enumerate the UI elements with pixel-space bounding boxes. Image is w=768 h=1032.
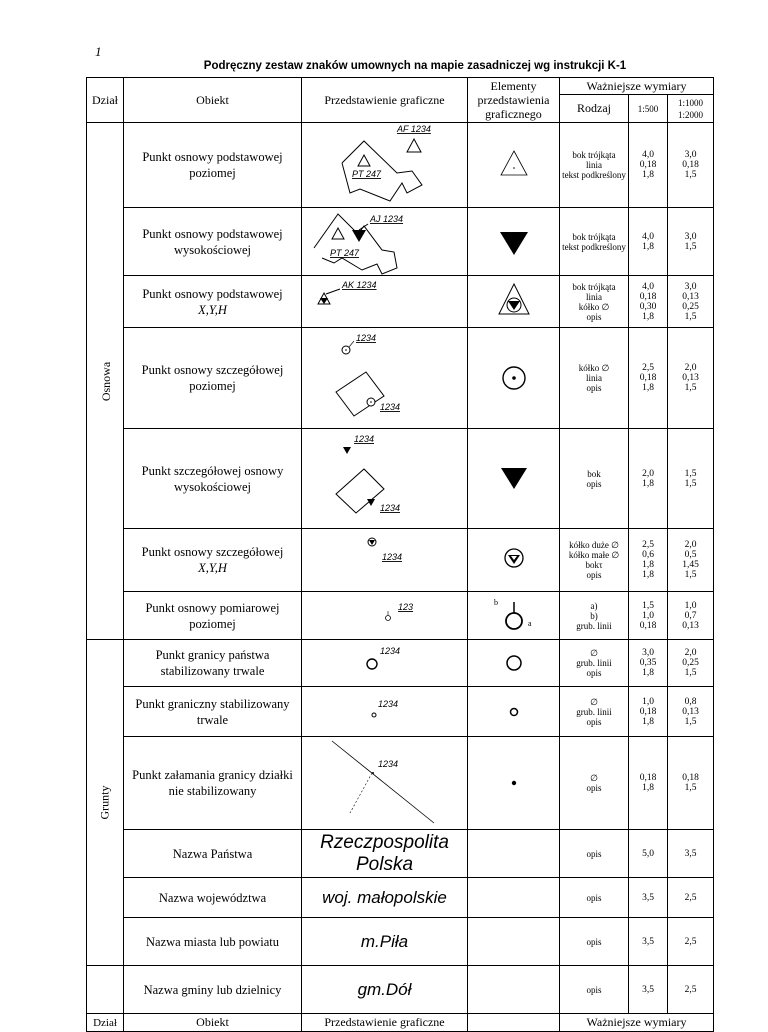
object-name: Punkt osnowy podstawowej poziomej — [124, 123, 302, 208]
small-circle-icon — [494, 692, 534, 732]
graphic-representation — [302, 328, 468, 429]
graphic-text: Rzeczpospolita Polska — [302, 830, 468, 878]
object-name: Nazwa gminy lub dzielnicy — [124, 966, 302, 1014]
svg-text:1234: 1234 — [380, 402, 401, 412]
table-row — [87, 878, 714, 918]
svg-text:a: a — [527, 618, 532, 628]
value-500: 1,0 0,18 1,8 — [629, 687, 668, 737]
svg-text:PT 247: PT 247 — [352, 169, 382, 179]
detailed-height-point-symbol — [302, 429, 468, 528]
value-1000: 3,0 0,18 1,5 — [668, 123, 714, 208]
category-grunty: Grunty — [87, 640, 124, 966]
value-1000: 2,0 0,13 1,5 — [668, 328, 714, 429]
graphic-representation — [302, 592, 468, 640]
footer-row — [87, 1014, 714, 1032]
triangle-circle-icon — [494, 280, 534, 324]
filled-triangle-icon — [494, 459, 534, 499]
footer-wymiary: Ważniejsze wymiary — [560, 1014, 714, 1032]
value-1000: 2,0 0,5 1,45 1,5 — [668, 529, 714, 592]
element-symbol — [468, 208, 560, 276]
object-name: Nazwa Państwa — [124, 830, 302, 878]
circle-triangle-icon — [494, 540, 534, 580]
value-1000: 0,8 0,13 1,5 — [668, 687, 714, 737]
svg-text:1234: 1234 — [380, 503, 401, 513]
kind-cell: opis — [560, 966, 629, 1014]
footer-obiekt: Obiekt — [124, 1014, 302, 1032]
kind-cell: opis — [560, 878, 629, 918]
survey-point-symbol — [302, 592, 468, 639]
graphic-representation — [302, 429, 468, 529]
kind-cell: kółko ∅ linia opis — [560, 328, 629, 429]
graphic-representation — [302, 208, 468, 276]
value-500: 5,0 — [629, 830, 668, 878]
svg-text:b: b — [493, 597, 498, 607]
element-symbol — [468, 640, 560, 687]
graphic-representation — [302, 276, 468, 328]
value-1000: 2,0 0,25 1,5 — [668, 640, 714, 687]
col-scale-1000: 1:1000 1:2000 — [668, 95, 714, 123]
svg-text:123: 123 — [398, 602, 414, 612]
object-name: Nazwa województwa — [124, 878, 302, 918]
svg-text:AF 1234: AF 1234 — [397, 124, 431, 134]
footer-dzial: Dział — [87, 1014, 124, 1032]
kind-cell: opis — [560, 830, 629, 878]
boundary-point-symbol — [302, 687, 468, 736]
table-row — [87, 429, 714, 529]
circle-icon — [494, 643, 534, 683]
object-name: Nazwa miasta lub powiatu — [124, 918, 302, 966]
svg-text:1234: 1234 — [380, 646, 401, 656]
kind-cell: opis — [560, 918, 629, 966]
value-500: 2,5 0,18 1,8 — [629, 328, 668, 429]
kind-cell: ∅ grub. linii opis — [560, 687, 629, 737]
value-500: 2,5 0,6 1,8 1,8 — [629, 529, 668, 592]
svg-text:AK 1234: AK 1234 — [342, 280, 377, 290]
value-500: 3,5 — [629, 966, 668, 1014]
col-elementy: Elementy przedstawienia graficznego — [468, 78, 560, 123]
object-name: Punkt graniczny stabilizowany trwale — [124, 687, 302, 737]
value-1000: 3,0 1,5 — [668, 208, 714, 276]
page-title: Podręczny zestaw znaków umownych na mapie zasadniczej wg instrukcji K-1 — [203, 60, 627, 72]
value-500: 3,5 — [629, 918, 668, 966]
graphic-text: gm.Dół — [302, 966, 468, 1014]
table-row — [87, 529, 714, 592]
object-name: Punkt granicy państwa stabilizowany trwale — [124, 640, 302, 687]
element-symbol — [468, 429, 560, 529]
object-name: Punkt szczegółowej osnowy wysokościowej — [124, 429, 302, 529]
parcel-corner-symbol — [302, 737, 468, 829]
element-symbol — [468, 737, 560, 830]
xyh-point-symbol — [302, 276, 468, 327]
detailed-xyh-symbol — [302, 529, 468, 591]
value-1000: 2,5 — [668, 878, 714, 918]
table-row — [87, 123, 714, 208]
state-border-point-symbol — [302, 640, 468, 686]
value-500: 4,0 0,18 0,30 1,8 — [629, 276, 668, 328]
svg-text:1234: 1234 — [378, 759, 399, 769]
value-500: 0,18 1,8 — [629, 737, 668, 830]
survey-circle-icon — [484, 594, 544, 638]
value-1000: 1,0 0,7 0,13 — [668, 592, 714, 640]
svg-text:1234: 1234 — [354, 434, 375, 444]
object-name: Punkt osnowy pomiarowej poziomej — [124, 592, 302, 640]
value-1000: 3,5 — [668, 830, 714, 878]
building-triangle-symbol — [302, 123, 468, 207]
value-500: 3,5 — [629, 878, 668, 918]
table-row — [87, 830, 714, 878]
symbols-table — [86, 77, 714, 1032]
element-symbol — [468, 687, 560, 737]
object-name: Punkt osnowy podstawowej wysokościowej — [124, 208, 302, 276]
detailed-point-symbol — [302, 328, 468, 428]
svg-text:1234: 1234 — [378, 699, 399, 709]
footer-przedstawienie: Przedstawienie graficzne — [302, 1014, 468, 1032]
col-obiekt: Obiekt — [124, 78, 302, 123]
table-row — [87, 592, 714, 640]
triangle-icon — [494, 145, 534, 185]
element-symbol — [468, 592, 560, 640]
table-row — [87, 966, 714, 1014]
graphic-representation — [302, 529, 468, 592]
element-symbol — [468, 123, 560, 208]
kind-cell: bok trójkąta linia tekst podkreślony — [560, 123, 629, 208]
graphic-representation — [302, 640, 468, 687]
graphic-representation — [302, 687, 468, 737]
element-symbol — [468, 328, 560, 429]
object-name: Punkt osnowy podstawowej X,Y,H — [124, 276, 302, 328]
kind-cell: a) b) grub. linii — [560, 592, 629, 640]
dot-icon — [494, 763, 534, 803]
svg-text:AJ 1234: AJ 1234 — [370, 214, 404, 224]
header-row — [87, 78, 714, 95]
value-1000: 0,18 1,5 — [668, 737, 714, 830]
building-filled-triangle-symbol — [302, 208, 468, 275]
table-row — [87, 918, 714, 966]
kind-cell: bok opis — [560, 429, 629, 529]
svg-text:1234: 1234 — [356, 333, 377, 343]
table-row — [87, 328, 714, 429]
col-wymiary: Ważniejsze wymiary — [560, 78, 714, 95]
table-row — [87, 276, 714, 328]
object-name: Punkt osnowy szczegółowej poziomej — [124, 328, 302, 429]
kind-cell: kółko duże ∅ kółko małe ∅ bokτ opis — [560, 529, 629, 592]
col-scale-500: 1:500 — [629, 95, 668, 123]
element-symbol — [468, 529, 560, 592]
graphic-representation — [302, 737, 468, 830]
element-symbol — [468, 276, 560, 328]
filled-triangle-icon — [494, 222, 534, 262]
circle-dot-icon — [494, 358, 534, 398]
kind-cell: bok trójkąta linia kółko ∅ opis — [560, 276, 629, 328]
table-row — [87, 640, 714, 687]
graphic-text: m.Piła — [302, 918, 468, 966]
value-1000: 2,5 — [668, 966, 714, 1014]
kind-cell: bok trójkąta tekst podkreślony — [560, 208, 629, 276]
col-przedstawienie: Przedstawienie graficzne — [302, 78, 468, 123]
object-name: Punkt załamania granicy działki nie stabilizowany — [124, 737, 302, 830]
kind-cell: ∅ grub. linii opis — [560, 640, 629, 687]
graphic-text: woj. małopolskie — [302, 878, 468, 918]
page-number: 1 — [95, 44, 102, 59]
col-dzial: Dział — [87, 78, 124, 123]
col-rodzaj: Rodzaj — [560, 95, 629, 123]
value-1000: 2,5 — [668, 918, 714, 966]
category-osnowa: Osnowa — [87, 123, 124, 640]
table-row — [87, 737, 714, 830]
table-row — [87, 687, 714, 737]
value-500: 4,0 1,8 — [629, 208, 668, 276]
svg-text:PT 247: PT 247 — [330, 248, 360, 258]
value-500: 3,0 0,35 1,8 — [629, 640, 668, 687]
value-500: 2,0 1,8 — [629, 429, 668, 529]
object-name: Punkt osnowy szczegółowej X,Y,H — [124, 529, 302, 592]
graphic-representation — [302, 123, 468, 208]
svg-text:1234: 1234 — [382, 552, 403, 562]
kind-cell: ∅ opis — [560, 737, 629, 830]
value-500: 1,5 1,0 0,18 — [629, 592, 668, 640]
value-500: 4,0 0,18 1,8 — [629, 123, 668, 208]
value-1000: 1,5 1,5 — [668, 429, 714, 529]
value-1000: 3,0 0,13 0,25 1,5 — [668, 276, 714, 328]
table-row — [87, 208, 714, 276]
